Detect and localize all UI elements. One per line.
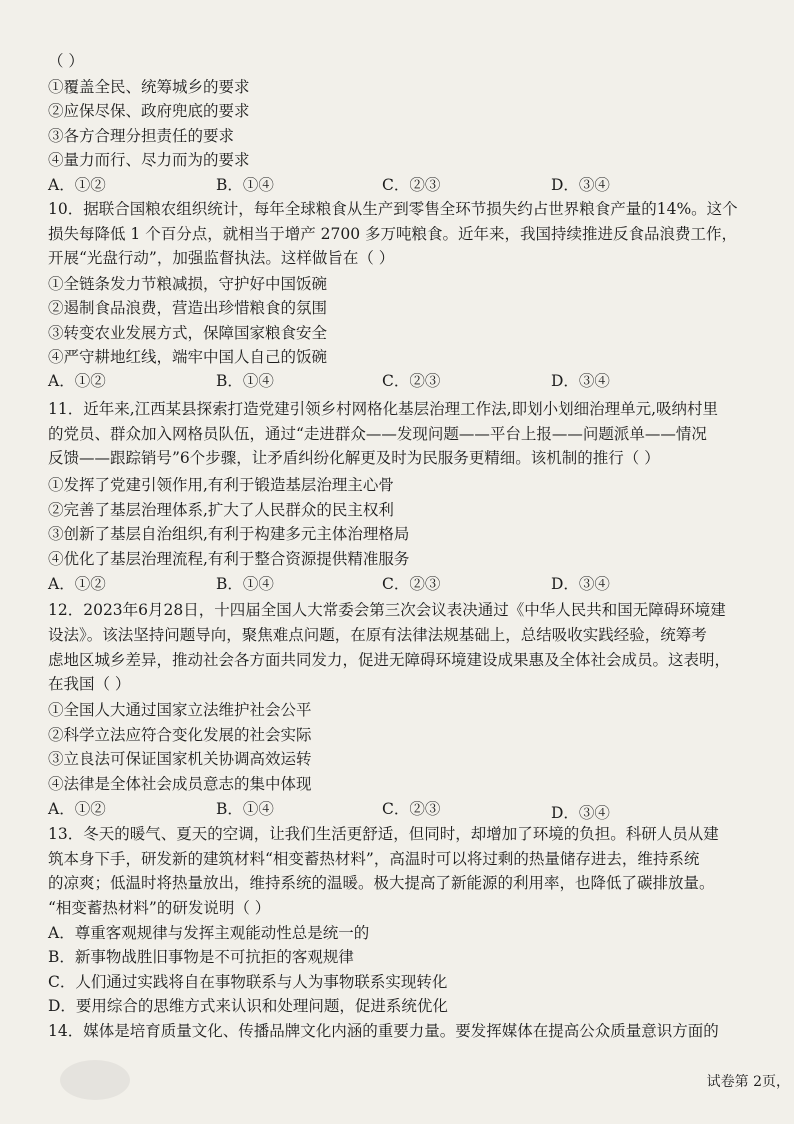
q13-choice-d: D．要用综合的思维方式来认识和处理问题，促进系统优化 <box>48 997 448 1015</box>
q12-stem-line-1: 12．2023年6月28日，十四届全国人大常委会第三次会议表决通过《中华人民共和国无障碍环境建 <box>48 601 726 619</box>
q10-stem-line-3: 开展“光盘行动”，加强监督执法。这样做旨在（ ） <box>48 249 395 267</box>
q11-statement-4: ④优化了基层治理流程,有利于整合资源提供精准服务 <box>48 550 410 568</box>
q9-statement-3: ③各方合理分担责任的要求 <box>48 127 235 145</box>
q11-stem-line-2: 的党员、群众加入网格员队伍，通过“走进群众——发现问题——平台上报——问题派单——情况 <box>48 425 707 443</box>
q12-stem-line-4: 在我国（ ） <box>48 675 131 693</box>
q11-option-b: B．①④ <box>216 575 274 593</box>
q11-option-a: A．①② <box>48 575 106 593</box>
q12-options <box>48 797 748 821</box>
q13-stem-line-1: 13．冬天的暖气、夏天的空调，让我们生活更舒适，但同时，却增加了环境的负担。科研人员从建 <box>48 825 719 843</box>
q12-option-d: D．③④ <box>551 804 610 822</box>
q9-option-d: D．③④ <box>551 176 610 194</box>
q10-statement-3: ③转变农业发展方式，保障国家粮食安全 <box>48 324 328 342</box>
q9-option-c: C．②③ <box>382 176 441 194</box>
q10-statement-2: ②遏制食品浪费，营造出珍惜粮食的氛围 <box>48 299 328 317</box>
q10-stem-line-1: 10．据联合国粮农组织统计，每年全球粮食从生产到零售全环节损失约占世界粮食产量的14%。这个 <box>48 200 738 218</box>
q13-stem-line-4: “相变蓄热材料”的研发说明（ ） <box>48 899 271 917</box>
q11-statement-1: ①发挥了党建引领作用,有利于锻造基层治理主心骨 <box>48 476 394 494</box>
q12-statement-1: ①全国人大通过国家立法维护社会公平 <box>48 701 312 719</box>
q13-choice-a: A．尊重客观规律与发挥主观能动性总是统一的 <box>48 924 370 942</box>
q12-option-a: A．①② <box>48 800 106 818</box>
q11-stem-line-3: 反馈——跟踪销号”6个步骤，让矛盾纠纷化解更及时为民服务更精细。该机制的推行（ ） <box>48 449 660 467</box>
q13-choice-b: B．新事物战胜旧事物是不可抗拒的客观规律 <box>48 948 354 966</box>
q10-statement-4: ④严守耕地红线，端牢中国人自己的饭碗 <box>48 348 328 366</box>
q11-statement-2: ②完善了基层治理体系,扩大了人民群众的民主权利 <box>48 501 394 519</box>
q12-statement-4: ④法律是全体社会成员意志的集中体现 <box>48 775 312 793</box>
q10-option-b: B．①④ <box>216 372 274 390</box>
scan-smudge <box>60 1060 130 1100</box>
q9-options <box>48 173 748 197</box>
q13-stem-line-2: 筑本身下手，研发新的建筑材料“相变蓄热材料”，高温时可以将过剩的热量储存进去，维持系统 <box>48 850 700 868</box>
q9-statement-2: ②应保尽保、政府兜底的要求 <box>48 102 250 120</box>
q9-answer-bracket: （ ） <box>48 52 84 70</box>
q11-options <box>48 572 748 596</box>
q10-statement-1: ①全链条发力节粮减损，守护好中国饭碗 <box>48 275 328 293</box>
q12-stem-line-2: 设法》。该法坚持问题导向，聚焦难点问题，在原有法律法规基础上，总结吸收实践经验，统筹考 <box>48 626 707 644</box>
page-number-label: 试卷第 2页， <box>706 1074 790 1090</box>
q11-stem-line-1: 11．近年来,江西某县探索打造党建引领乡村网格化基层治理工作法,即划小划细治理单元,吸纳村里 <box>48 400 719 418</box>
q13-choice-c: C．人们通过实践将自在事物联系与人为事物联系实现转化 <box>48 973 448 991</box>
q10-option-a: A．①② <box>48 372 106 390</box>
q12-statement-2: ②科学立法应符合变化发展的社会实际 <box>48 726 312 744</box>
q10-stem-line-2: 损失每降低 1 个百分点，就相当于增产 2700 多万吨粮食。近年来，我国持续推进反食品浪费工作， <box>48 225 738 243</box>
q11-option-c: C．②③ <box>382 575 441 593</box>
q12-option-b: B．①④ <box>216 800 274 818</box>
q13-stem-line-3: 的凉爽；低温时将热量放出，维持系统的温暖。极大提高了新能源的利用率，也降低了碳排放量。 <box>48 874 715 892</box>
q11-option-d: D．③④ <box>551 575 610 593</box>
q12-option-c: C．②③ <box>382 800 441 818</box>
q9-statement-4: ④量力而行、尽力而为的要求 <box>48 151 250 169</box>
q12-statement-3: ③立良法可保证国家机关协调高效运转 <box>48 750 312 768</box>
q12-stem-line-3: 虑地区城乡差异，推动社会各方面共同发力，促进无障碍环境建设成果惠及全体社会成员。这表明， <box>48 651 731 669</box>
q14-stem-line-1: 14．媒体是培育质量文化、传播品牌文化内涵的重要力量。要发挥媒体在提高公众质量意识方面的 <box>48 1022 719 1040</box>
q9-option-a: A．①② <box>48 176 106 194</box>
q11-statement-3: ③创新了基层自治组织,有利于构建多元主体治理格局 <box>48 525 410 543</box>
q10-option-c: C．②③ <box>382 372 441 390</box>
q10-option-d: D．③④ <box>551 372 610 390</box>
q9-option-b: B．①④ <box>216 176 274 194</box>
q10-options <box>48 369 748 393</box>
q9-statement-1: ①覆盖全民、统筹城乡的要求 <box>48 78 250 96</box>
